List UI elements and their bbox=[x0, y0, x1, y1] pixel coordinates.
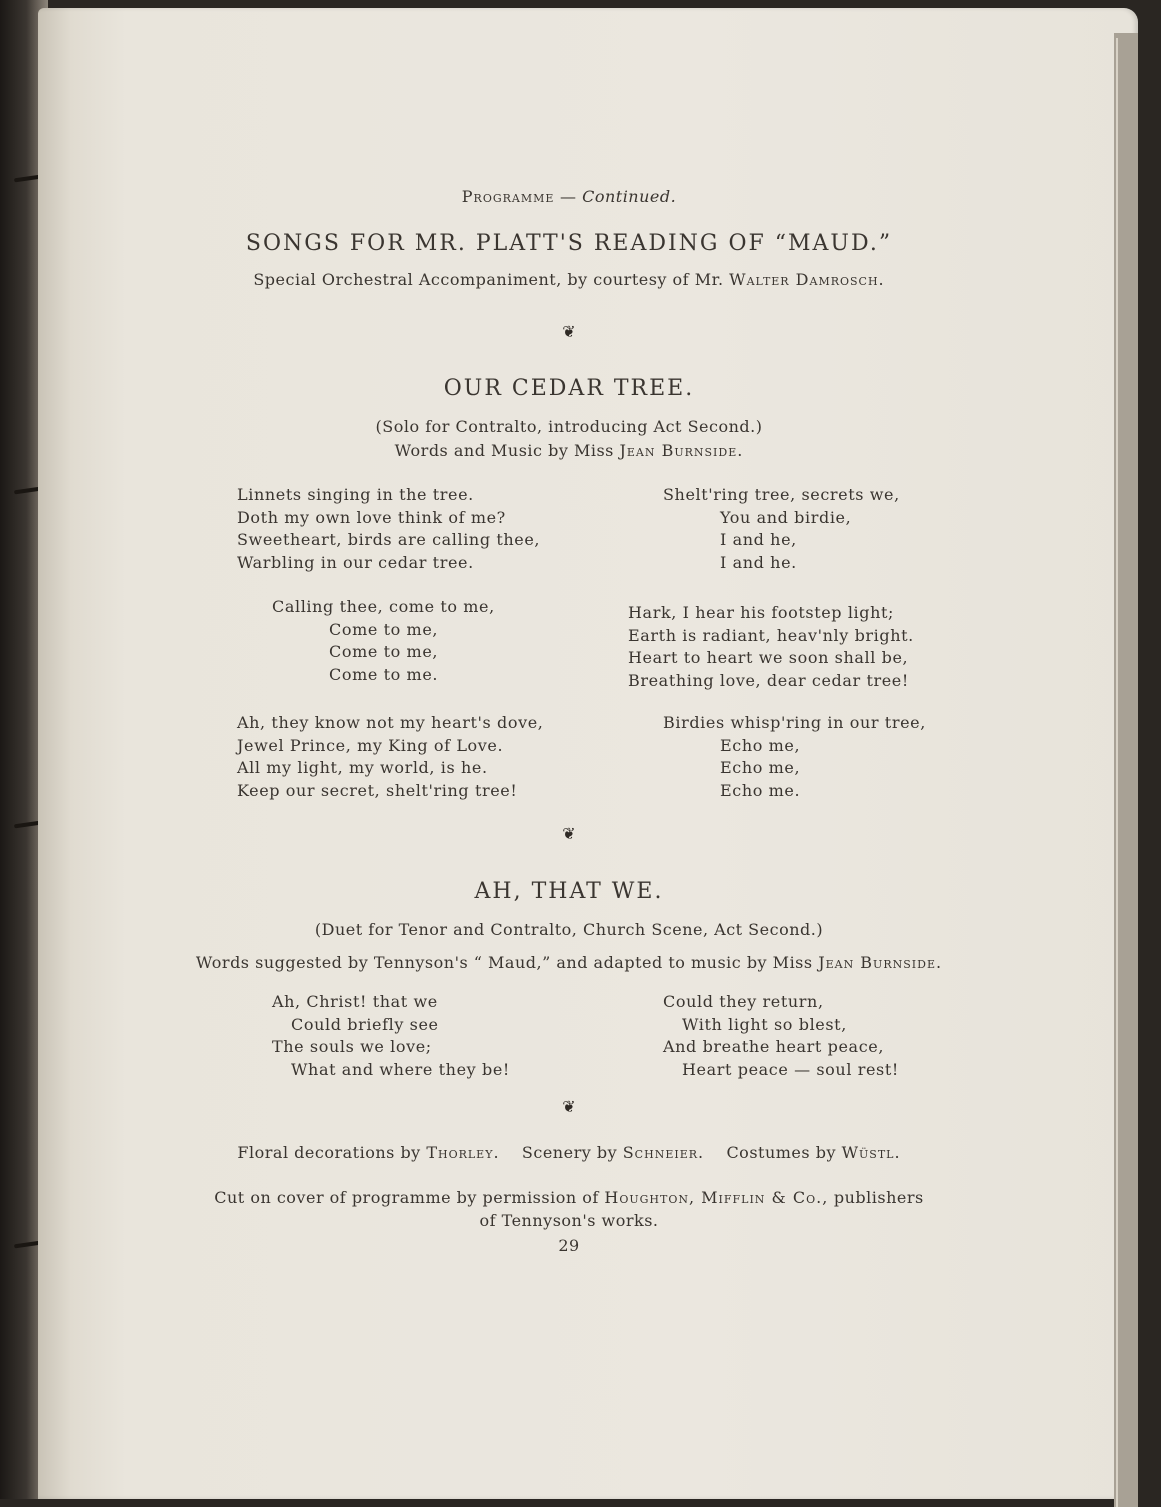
maud-subtitle-name: Walter Damrosch. bbox=[729, 270, 885, 289]
production-credits bbox=[38, 1143, 1100, 1162]
verse-line: Linnets singing in the tree. bbox=[237, 485, 474, 504]
costumes-prefix: Costumes by bbox=[726, 1143, 836, 1162]
verse-line: Hark, I hear his footstep light; bbox=[628, 603, 895, 622]
verse-line: Ah, they know not my heart's dove, bbox=[237, 713, 544, 732]
verse-line: Shelt'ring tree, secrets we, bbox=[663, 485, 900, 504]
cedar-left-stanza-3 bbox=[237, 712, 543, 802]
verse-line: Heart peace — soul rest! bbox=[682, 1059, 899, 1079]
cut-name: Houghton, Mifflin & Co., bbox=[604, 1188, 829, 1207]
ornament-fleuron: ❦ bbox=[562, 1097, 576, 1116]
verse-line: Warbling in our cedar tree. bbox=[237, 552, 474, 572]
verse-line: Come to me, bbox=[329, 619, 439, 639]
cut-suffix: publishers bbox=[833, 1188, 924, 1207]
header-dash: — bbox=[554, 187, 583, 206]
costumes-name: Wüstl. bbox=[841, 1143, 901, 1162]
duet-right-stanza bbox=[663, 991, 899, 1081]
duet-title: AH, THAT WE. bbox=[474, 879, 664, 904]
verse-line: Calling thee, come to me, bbox=[272, 597, 495, 616]
maud-subtitle bbox=[38, 270, 1100, 289]
verse-line: Keep our secret, shelt'ring tree! bbox=[237, 780, 518, 800]
maud-subtitle-prefix: Special Orchestral Accompaniment, by courtesy of Mr. bbox=[253, 270, 724, 289]
duet-note: (Duet for Tenor and Contralto, Church Scene, Act Second.) bbox=[314, 920, 824, 939]
verse-line: Come to me, bbox=[329, 642, 439, 661]
verse-line: The souls we love; bbox=[272, 1037, 432, 1056]
verse-line: You and birdie, bbox=[720, 507, 852, 527]
verse-line: Breathing love, dear cedar tree! bbox=[628, 670, 909, 690]
floral-prefix: Floral decorations by bbox=[237, 1143, 421, 1162]
verse-line: Earth is radiant, heav'nly bright. bbox=[628, 625, 914, 645]
verse-line: Heart to heart we soon shall be, bbox=[628, 648, 909, 667]
verse-line: Echo me, bbox=[720, 735, 801, 755]
ornament-fleuron: ❦ bbox=[562, 322, 576, 341]
verse-line: With light so blest, bbox=[682, 1014, 847, 1034]
verse-line: Could briefly see bbox=[291, 1014, 439, 1034]
page-content bbox=[38, 0, 1138, 1499]
scenery-name: Schneier. bbox=[622, 1143, 705, 1162]
duet-credit bbox=[38, 953, 1100, 972]
verse-line: I and he, bbox=[720, 530, 797, 549]
cedar-credit-prefix: Words and Music by Miss bbox=[394, 441, 614, 460]
verse-line: I and he. bbox=[720, 552, 797, 572]
page-number: 29 bbox=[558, 1236, 580, 1255]
duet-left-stanza bbox=[272, 991, 510, 1081]
verse-line: Sweetheart, birds are calling thee, bbox=[237, 530, 541, 549]
verse-line: Come to me. bbox=[329, 664, 439, 684]
verse-line: Could they return, bbox=[663, 992, 824, 1011]
cedar-left-stanza-2 bbox=[237, 596, 495, 686]
ornament-fleuron: ❦ bbox=[562, 824, 576, 843]
continued-label: Continued. bbox=[582, 187, 677, 206]
verse-line: Doth my own love think of me? bbox=[237, 507, 506, 527]
cedar-left-stanza-1 bbox=[237, 484, 540, 574]
verse-line: Echo me. bbox=[720, 780, 801, 800]
cedar-right-stanza-3 bbox=[628, 712, 926, 802]
scenery-prefix: Scenery by bbox=[521, 1143, 618, 1162]
verse-line: And breathe heart peace, bbox=[663, 1037, 885, 1056]
verse-line: Echo me, bbox=[720, 758, 801, 777]
duet-credit-name: Jean Burnside. bbox=[818, 953, 943, 972]
duet-credit-prefix: Words suggested by Tennyson's “ Maud,” and adapted to music by Miss bbox=[195, 953, 813, 972]
cedar-right-stanza-2 bbox=[628, 602, 914, 692]
cedar-title: OUR CEDAR TREE. bbox=[443, 376, 695, 401]
floral-name: Thorley. bbox=[426, 1143, 500, 1162]
cover-credit-line-1 bbox=[38, 1188, 1100, 1207]
cedar-note: (Solo for Contralto, introducing Act Second.) bbox=[375, 417, 763, 436]
verse-line: All my light, my world, is he. bbox=[237, 758, 488, 777]
maud-title: SONGS FOR MR. PLATT'S READING OF “MAUD.” bbox=[245, 231, 893, 256]
cut-prefix: Cut on cover of programme by permission of bbox=[214, 1188, 599, 1207]
cedar-credit bbox=[38, 441, 1100, 460]
verse-line: Ah, Christ! that we bbox=[272, 992, 438, 1011]
cedar-credit-name: Jean Burnside. bbox=[619, 441, 744, 460]
cover-credit-line-2: of Tennyson's works. bbox=[479, 1211, 659, 1230]
programme-header bbox=[38, 187, 1100, 206]
verse-line: Jewel Prince, my King of Love. bbox=[237, 735, 504, 755]
programme-label: Programme bbox=[461, 187, 555, 206]
verse-line: Birdies whisp'ring in our tree, bbox=[663, 713, 926, 732]
verse-line: What and where they be! bbox=[291, 1059, 510, 1079]
cedar-right-stanza-1 bbox=[628, 484, 900, 574]
